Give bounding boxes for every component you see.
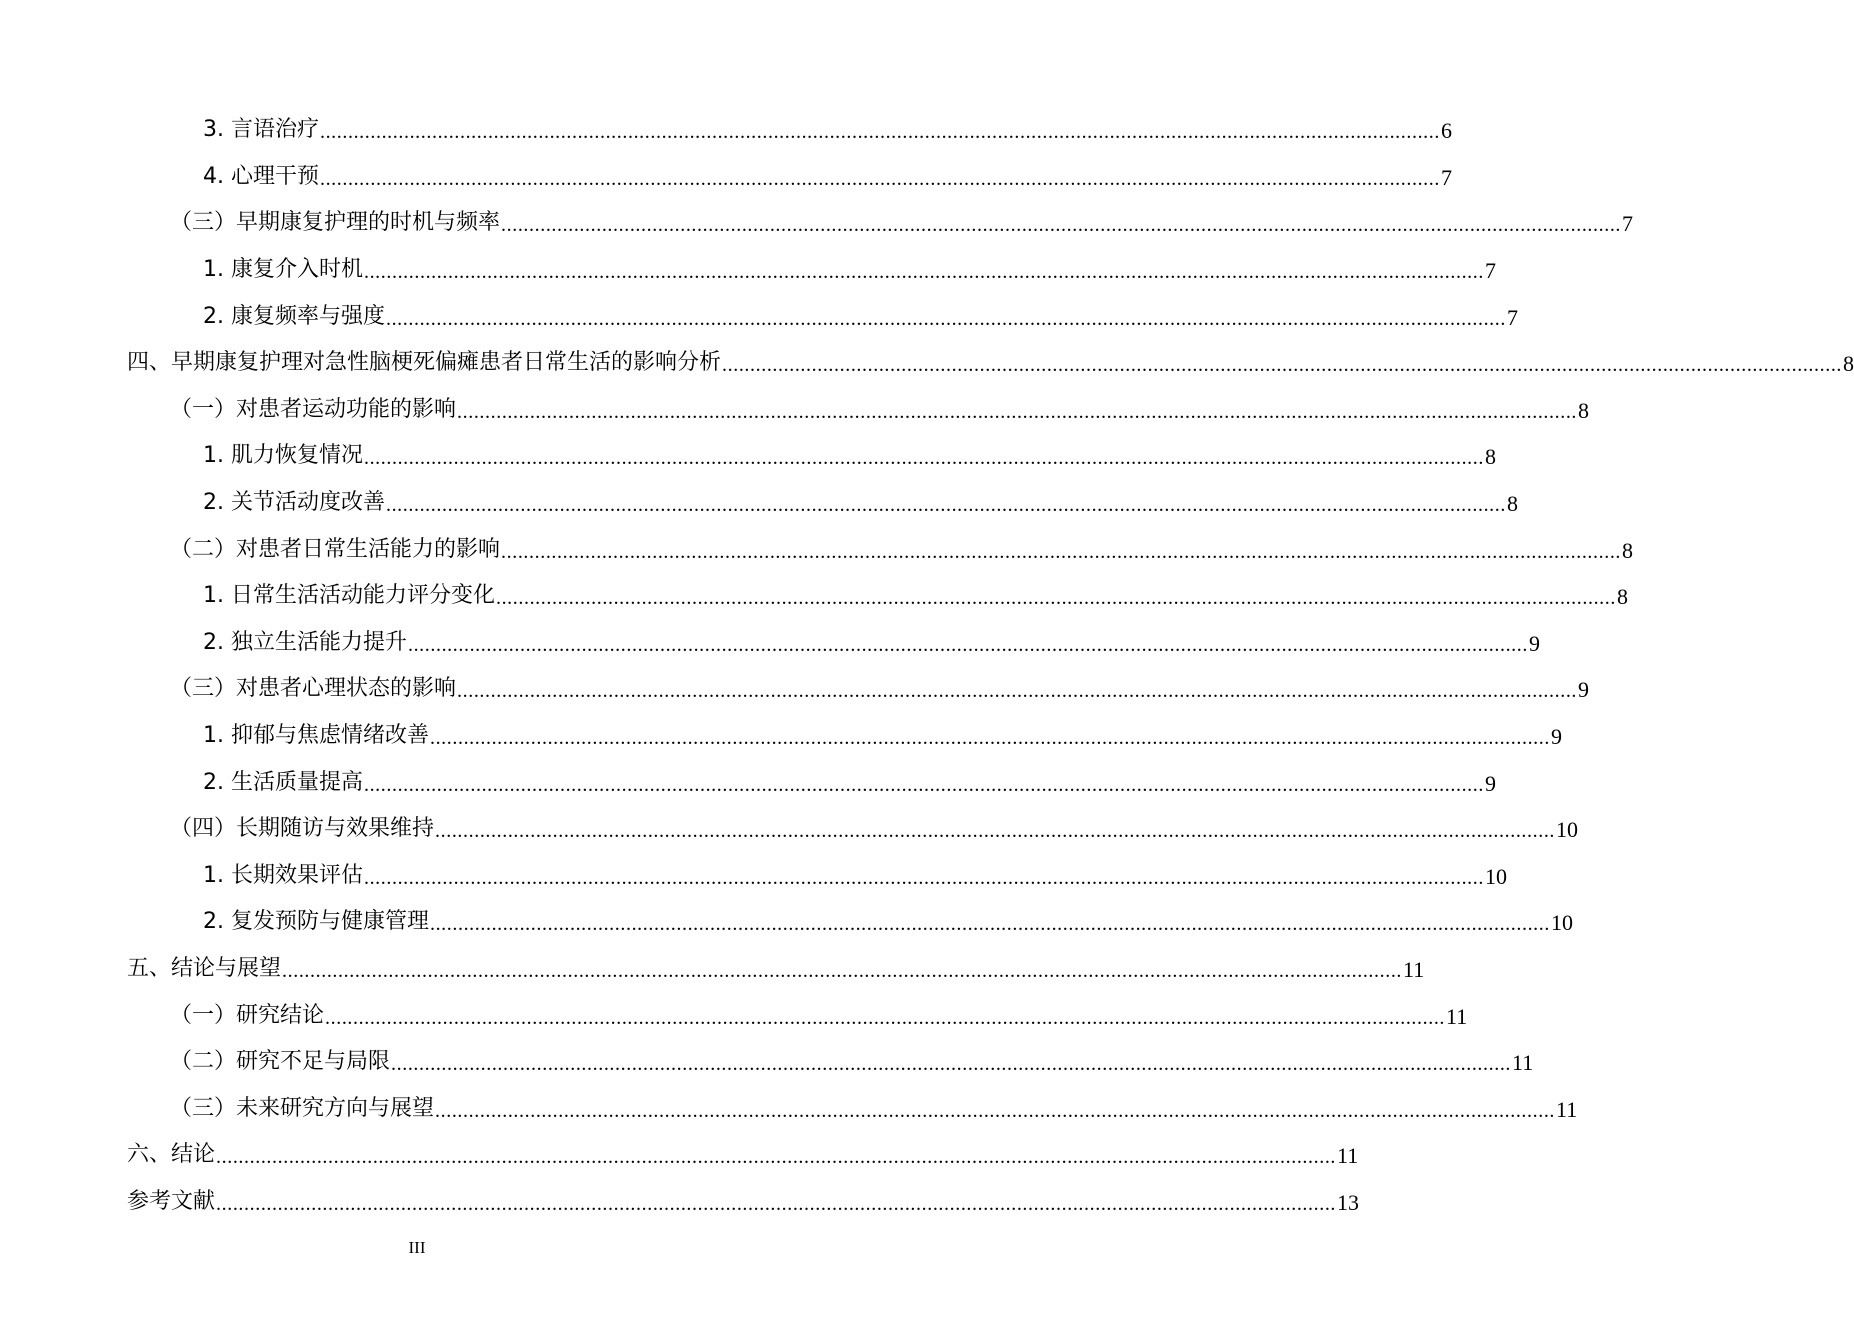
toc-entry[interactable]: [0, 899, 1573, 946]
toc-entry-page: 7: [1440, 164, 1452, 190]
toc-leader-dots: ........................................................................................................................................................................................................: [495, 587, 1616, 610]
toc-entry-page: 10: [1556, 817, 1579, 843]
toc-entry-page: 9: [1550, 724, 1562, 750]
toc-entry-page: 8: [1843, 351, 1854, 377]
toc-leader-dots: ........................................................................................................................................................................................................: [363, 261, 1484, 284]
toc-entry-page: 6: [1440, 118, 1452, 144]
toc-entry-title: （二）对患者日常生活能力的影响: [170, 536, 501, 562]
toc-leader-dots: ........................................................................................................................................................................................................: [457, 680, 1578, 703]
toc-entry[interactable]: [0, 1132, 1359, 1179]
toc-entry-page: 11: [1403, 956, 1425, 982]
toc-entry-page: 11: [1556, 1096, 1578, 1122]
toc-entry-title: （一）研究结论: [170, 1002, 325, 1028]
toc-leader-dots: ........................................................................................................................................................................................................: [722, 354, 1843, 377]
toc-entry-title: 1. 日常生活活动能力评分变化: [203, 583, 495, 609]
toc-entry-title: 3. 言语治疗: [203, 117, 319, 143]
toc-entry-title: 2. 康复频率与强度: [203, 303, 385, 329]
toc-entry[interactable]: [0, 154, 1452, 201]
toc-leader-dots: ........................................................................................................................................................................................................: [429, 727, 1550, 750]
toc-leader-dots: ........................................................................................................................................................................................................: [457, 400, 1578, 423]
toc-entry-title: （三）未来研究方向与展望: [170, 1095, 435, 1121]
toc-entry-page: 11: [1337, 1143, 1359, 1169]
toc-entry-page: 13: [1337, 1189, 1360, 1215]
toc-entry-title: 2. 独立生活能力提升: [203, 629, 407, 655]
toc-entry-title: 2. 复发预防与健康管理: [203, 909, 429, 935]
toc-entry-title: 1. 肌力恢复情况: [203, 443, 363, 469]
toc-entry-title: 1. 抑郁与焦虑情绪改善: [203, 723, 429, 749]
table-of-contents: [0, 107, 1854, 1225]
toc-entry-title: 1. 康复介入时机: [203, 257, 363, 283]
toc-entry[interactable]: [0, 853, 1507, 900]
toc-entry[interactable]: [0, 247, 1496, 294]
toc-entry[interactable]: [0, 480, 1518, 527]
toc-entry[interactable]: [0, 1179, 1360, 1226]
toc-entry-page: 7: [1506, 304, 1518, 330]
toc-entry-page: 9: [1528, 630, 1540, 656]
toc-entry-title: 2. 关节活动度改善: [203, 490, 385, 516]
toc-entry-page: 11: [1446, 1003, 1468, 1029]
toc-entry[interactable]: [0, 620, 1540, 667]
toc-leader-dots: ........................................................................................................................................................................................................: [501, 214, 1622, 237]
toc-entry[interactable]: [0, 1085, 1578, 1132]
toc-entry-title: 五、结论与展望: [127, 955, 282, 981]
toc-leader-dots: ........................................................................................................................................................................................................: [435, 820, 1556, 843]
toc-leader-dots: ........................................................................................................................................................................................................: [216, 1192, 1337, 1215]
toc-entry-page: 11: [1512, 1050, 1534, 1076]
toc-entry[interactable]: [0, 293, 1518, 340]
toc-entry-page: 8: [1622, 537, 1634, 563]
page-number: III: [408, 1238, 426, 1257]
toc-leader-dots: ........................................................................................................................................................................................................: [282, 959, 1403, 982]
toc-leader-dots: ........................................................................................................................................................................................................: [319, 167, 1440, 190]
toc-entry[interactable]: [0, 666, 1590, 713]
toc-leader-dots: ........................................................................................................................................................................................................: [325, 1006, 1446, 1029]
toc-entry[interactable]: [0, 526, 1634, 573]
toc-entry-title: （三）对患者心理状态的影响: [170, 676, 457, 702]
toc-entry-title: （四）长期随访与效果维持: [170, 816, 435, 842]
toc-leader-dots: ........................................................................................................................................................................................................: [319, 121, 1440, 144]
toc-entry-title: 四、早期康复护理对急性脑梗死偏瘫患者日常生活的影响分析: [127, 350, 722, 376]
toc-leader-dots: ........................................................................................................................................................................................................: [407, 633, 1528, 656]
toc-entry-page: 9: [1484, 770, 1496, 796]
toc-entry-title: 六、结论: [127, 1142, 216, 1168]
toc-entry-page: 8: [1578, 397, 1590, 423]
toc-entry-title: （二）研究不足与局限: [170, 1049, 391, 1075]
toc-entry-page: 8: [1484, 444, 1496, 470]
toc-entry-page: 7: [1484, 258, 1496, 284]
toc-entry[interactable]: [0, 759, 1496, 806]
toc-leader-dots: ........................................................................................................................................................................................................: [363, 866, 1484, 889]
toc-entry-page: 10: [1484, 863, 1507, 889]
toc-entry-title: 2. 生活质量提高: [203, 769, 363, 795]
toc-entry-page: 10: [1550, 910, 1573, 936]
toc-leader-dots: ........................................................................................................................................................................................................: [363, 447, 1484, 470]
toc-entry[interactable]: [0, 200, 1634, 247]
toc-leader-dots: ........................................................................................................................................................................................................: [385, 494, 1506, 517]
toc-entry[interactable]: [0, 713, 1562, 760]
toc-entry[interactable]: [0, 1039, 1534, 1086]
toc-entry-title: （三）早期康复护理的时机与频率: [170, 210, 501, 236]
toc-entry-title: 参考文献: [127, 1188, 216, 1214]
toc-entry[interactable]: [0, 433, 1496, 480]
toc-entry-title: 1. 长期效果评估: [203, 862, 363, 888]
toc-leader-dots: ........................................................................................................................................................................................................: [385, 307, 1506, 330]
toc-entry-page: 8: [1616, 584, 1628, 610]
toc-entry[interactable]: [0, 387, 1590, 434]
toc-entry-title: 4. 心理干预: [203, 163, 319, 189]
toc-leader-dots: ........................................................................................................................................................................................................: [391, 1053, 1512, 1076]
toc-entry[interactable]: [0, 806, 1579, 853]
toc-leader-dots: ........................................................................................................................................................................................................: [363, 773, 1484, 796]
toc-leader-dots: ........................................................................................................................................................................................................: [435, 1099, 1556, 1122]
toc-entry[interactable]: [0, 992, 1468, 1039]
toc-entry[interactable]: [0, 946, 1425, 993]
toc-entry-page: 7: [1622, 211, 1634, 237]
toc-entry[interactable]: [0, 573, 1628, 620]
toc-leader-dots: ........................................................................................................................................................................................................: [501, 540, 1622, 563]
toc-entry[interactable]: [0, 340, 1854, 387]
toc-entry-page: 8: [1506, 491, 1518, 517]
toc-entry[interactable]: [0, 107, 1452, 154]
toc-entry-page: 9: [1578, 677, 1590, 703]
toc-leader-dots: ........................................................................................................................................................................................................: [216, 1146, 1337, 1169]
toc-leader-dots: ........................................................................................................................................................................................................: [429, 913, 1550, 936]
toc-entry-title: （一）对患者运动功能的影响: [170, 396, 457, 422]
